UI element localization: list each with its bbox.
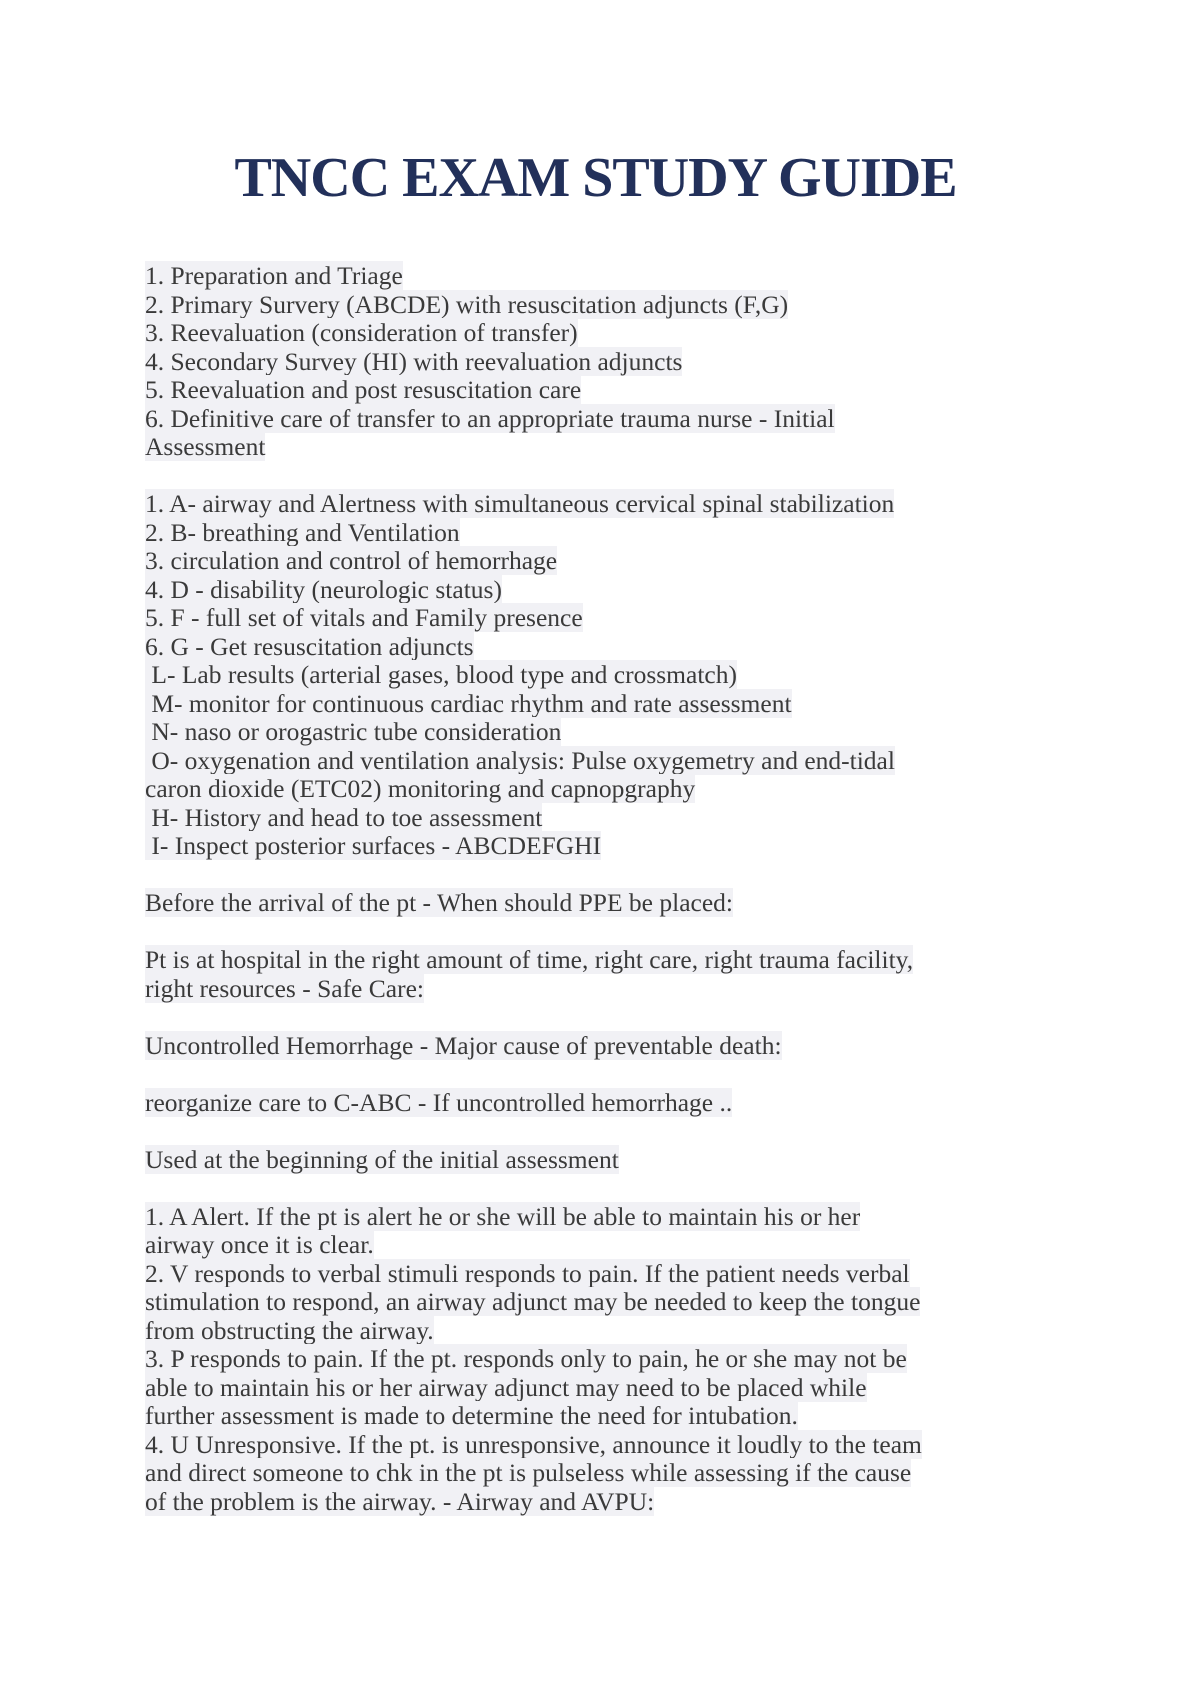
text-line-content: N- naso or orogastric tube consideration: [145, 717, 562, 746]
text-line-content: stimulation to respond, an airway adjunct may be needed to keep the tongue: [145, 1287, 921, 1316]
text-line: [145, 1288, 1075, 1317]
text-line: [145, 718, 1075, 747]
text-line: [145, 1317, 1075, 1346]
text-line: [145, 348, 1075, 377]
text-line-content: 1. A- airway and Alertness with simultaneous cervical spinal stabilization: [145, 489, 895, 518]
text-line: [145, 1231, 1075, 1260]
text-line: [145, 832, 1075, 861]
text-line: [145, 633, 1075, 662]
text-line-content: 1. Preparation and Triage: [145, 261, 403, 290]
text-line: [145, 319, 1075, 348]
text-line: [145, 946, 1075, 975]
text-line: [145, 690, 1075, 719]
text-line-content: 5. Reevaluation and post resuscitation care: [145, 375, 582, 404]
text-line-content: Uncontrolled Hemorrhage - Major cause of preventable death:: [145, 1030, 782, 1060]
text-line: [145, 1488, 1075, 1517]
text-line: [145, 1459, 1075, 1488]
text-line-content: I- Inspect posterior surfaces - ABCDEFGHI: [145, 831, 602, 860]
text-line-content: Pt is at hospital in the right amount of time, right care, right trauma facility,: [145, 945, 914, 974]
text-line-content: and direct someone to chk in the pt is pulseless while assessing if the cause: [145, 1458, 912, 1487]
text-line-content: 6. G - Get resuscitation adjuncts: [145, 631, 474, 661]
text-line: [145, 1146, 1075, 1175]
text-line-content: Assessment: [145, 432, 266, 461]
text-line: [145, 405, 1075, 434]
paragraph-gap: [145, 1174, 1075, 1203]
text-line-content: 1. A Alert. If the pt is alert he or she will be able to maintain his or her: [145, 1201, 861, 1231]
paragraph-gap: [145, 462, 1075, 491]
text-line-content: 3. P responds to pain. If the pt. responds only to pain, he or she may not be: [145, 1344, 907, 1373]
text-line-content: 2. B- breathing and Ventilation: [145, 517, 460, 547]
text-line-content: O- oxygenation and ventilation analysis: Pulse oxygemetry and end-tidal: [145, 745, 895, 775]
text-line: [145, 1345, 1075, 1374]
text-line: [145, 889, 1075, 918]
text-line-content: airway once it is clear.: [145, 1230, 374, 1259]
text-line: [145, 519, 1075, 548]
text-line-content: 3. Reevaluation (consideration of transfer): [145, 318, 578, 347]
paragraph-gap: [145, 918, 1075, 947]
text-line: [145, 262, 1075, 291]
text-line: [145, 747, 1075, 776]
text-line: [145, 376, 1075, 405]
document-body: [145, 262, 1075, 1516]
text-line: [145, 1203, 1075, 1232]
text-line: [145, 547, 1075, 576]
text-line-content: from obstructing the airway.: [145, 1315, 434, 1345]
text-line-content: M- monitor for continuous cardiac rhythm and rate assessment: [145, 688, 792, 718]
text-line: [145, 1032, 1075, 1061]
text-line: [145, 291, 1075, 320]
text-line-content: able to maintain his or her airway adjunct may need to be placed while: [145, 1372, 867, 1402]
text-line: [145, 433, 1075, 462]
text-line: [145, 661, 1075, 690]
text-line-content: 4. U Unresponsive. If the pt. is unresponsive, announce it loudly to the team: [145, 1429, 922, 1459]
text-line: [145, 1089, 1075, 1118]
paragraph-gap: [145, 1060, 1075, 1089]
text-line: [145, 804, 1075, 833]
text-line-content: L- Lab results (arterial gases, blood type and crossmatch): [145, 660, 737, 689]
text-line: [145, 975, 1075, 1004]
text-line: [145, 775, 1075, 804]
text-line: [145, 1402, 1075, 1431]
text-line-content: 2. Primary Survery (ABCDE) with resuscitation adjuncts (F,G): [145, 289, 789, 319]
text-line-content: reorganize care to C-ABC - If uncontrolled hemorrhage ..: [145, 1087, 733, 1117]
text-line-content: Used at the beginning of the initial assessment: [145, 1144, 619, 1174]
text-line-content: 3. circulation and control of hemorrhage: [145, 546, 558, 575]
text-line-content: 4. Secondary Survey (HI) with reevaluation adjuncts: [145, 346, 683, 376]
text-line-content: 5. F - full set of vitals and Family presence: [145, 603, 583, 632]
text-line-content: of the problem is the airway. - Airway and AVPU:: [145, 1486, 655, 1516]
page-title: TNCC EXAM STUDY GUIDE: [234, 147, 957, 209]
text-line-content: 2. V responds to verbal stimuli responds to pain. If the patient needs verbal: [145, 1258, 910, 1288]
text-line-content: H- History and head to toe assessment: [145, 802, 543, 832]
text-line-content: right resources - Safe Care:: [145, 973, 424, 1003]
text-line: [145, 576, 1075, 605]
text-line-content: further assessment is made to determine the need for intubation.: [145, 1401, 798, 1430]
text-line: [145, 1431, 1075, 1460]
text-line-content: Before the arrival of the pt - When should PPE be placed:: [145, 888, 733, 917]
paragraph-gap: [145, 1117, 1075, 1146]
text-line: [145, 490, 1075, 519]
text-line: [145, 604, 1075, 633]
text-line: [145, 1260, 1075, 1289]
text-line: [145, 1374, 1075, 1403]
text-line-content: 4. D - disability (neurologic status): [145, 574, 502, 604]
paragraph-gap: [145, 861, 1075, 890]
paragraph-gap: [145, 1003, 1075, 1032]
text-line-content: 6. Definitive care of transfer to an appropriate trauma nurse - Initial: [145, 403, 835, 433]
text-line-content: caron dioxide (ETC02) monitoring and capnopgraphy: [145, 774, 696, 803]
